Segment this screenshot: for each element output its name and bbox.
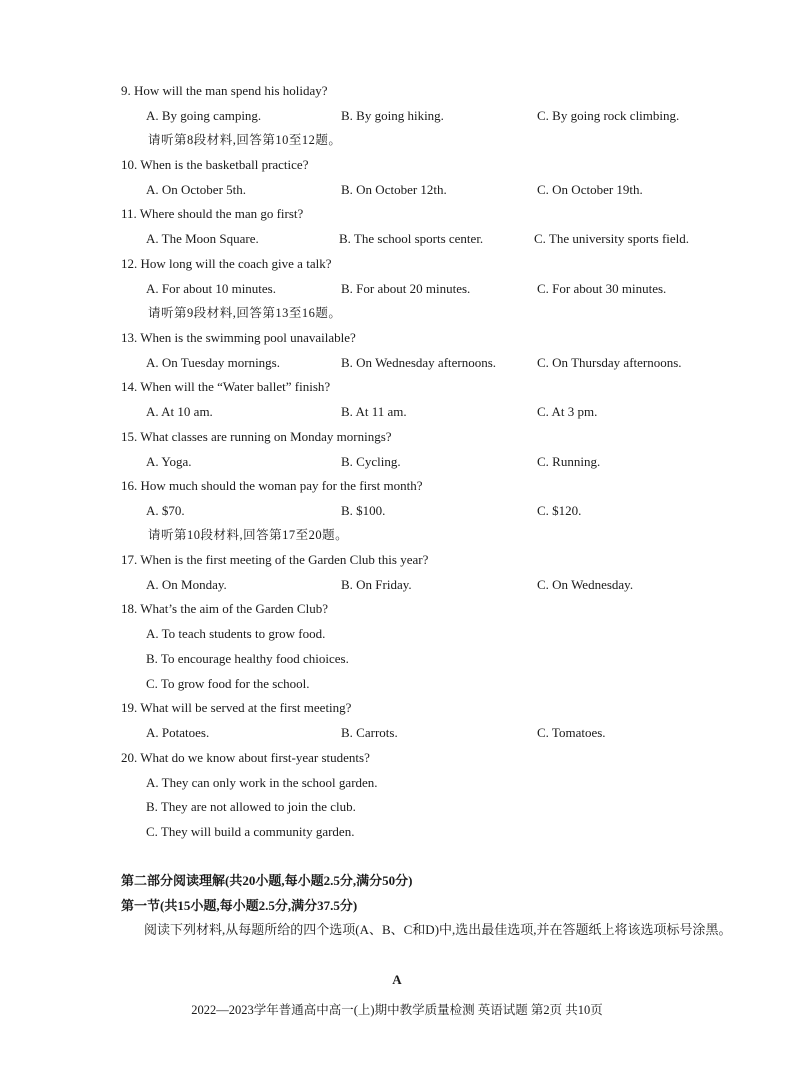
part2-title: 第二部分阅读理解(共20小题,每小题2.5分,满分50分) (121, 873, 413, 888)
instruction-material-10: 请听第10段材料,回答第17至20题。 (148, 528, 349, 542)
option-11b: B. The school sports center. (339, 231, 484, 246)
option-14a: A. At 10 am. (146, 404, 213, 419)
question-20: 20. What do we know about first-year students? (121, 750, 370, 765)
option-13b: B. On Wednesday afternoons. (341, 355, 497, 370)
option-13a: A. On Tuesday mornings. (146, 355, 280, 370)
question-19: 19. What will be served at the first meeting? (121, 700, 352, 715)
question-14: 14. When will the “Water ballet” finish? (121, 379, 331, 394)
option-13c: C. On Thursday afternoons. (537, 355, 682, 370)
option-12a: A. For about 10 minutes. (146, 281, 276, 296)
question-10: 10. When is the basketball practice? (121, 157, 309, 172)
option-18b: B. To encourage healthy food chioices. (146, 651, 349, 666)
option-11c: C. The university sports field. (534, 231, 690, 246)
option-18c: C. To grow food for the school. (146, 676, 310, 691)
option-9c: C. By going rock climbing. (537, 108, 680, 123)
question-13: 13. When is the swimming pool unavailable? (121, 330, 356, 345)
option-10b: B. On October 12th. (341, 182, 447, 197)
passage-label: A (392, 972, 402, 987)
option-20b: B. They are not allowed to join the club. (146, 799, 356, 814)
directions-paragraph: 阅读下列材料,从每题所给的四个选项(A、B、C和D)中,选出最佳选项,并在答题纸上将该选项标号涂黑。 (144, 922, 732, 937)
option-9a: A. By going camping. (146, 108, 262, 123)
option-9b: B. By going hiking. (341, 108, 444, 123)
option-10a: A. On October 5th. (146, 182, 247, 197)
question-18: 18. What’s the aim of the Garden Club? (121, 601, 328, 616)
option-11a: A. The Moon Square. (146, 231, 259, 246)
question-15: 15. What classes are running on Monday mornings? (121, 429, 392, 444)
option-17a: A. On Monday. (146, 577, 227, 592)
question-12: 12. How long will the coach give a talk? (121, 256, 332, 271)
question-16: 16. How much should the woman pay for the first month? (121, 478, 423, 493)
option-17b: B. On Friday. (341, 577, 412, 592)
option-17c: C. On Wednesday. (537, 577, 634, 592)
option-12c: C. For about 30 minutes. (537, 281, 667, 296)
question-9: 9. How will the man spend his holiday? (121, 83, 328, 98)
option-15b: B. Cycling. (341, 454, 401, 469)
question-17: 17. When is the first meeting of the Garden Club this year? (121, 552, 429, 567)
page-footer: 2022—2023学年普通高中高一(上)期中教学质量检测 英语试题 第2页 共10页 (191, 1003, 603, 1017)
option-16c: C. $120. (537, 503, 582, 518)
option-19c: C. Tomatoes. (537, 725, 606, 740)
option-20c: C. They will build a community garden. (146, 824, 355, 839)
option-16b: B. $100. (341, 503, 386, 518)
instruction-material-8: 请听第8段材料,回答第10至12题。 (148, 133, 342, 147)
option-16a: A. $70. (146, 503, 185, 518)
option-10c: C. On October 19th. (537, 182, 643, 197)
option-19b: B. Carrots. (341, 725, 398, 740)
option-14c: C. At 3 pm. (537, 404, 598, 419)
option-15a: A. Yoga. (146, 454, 192, 469)
section1-title: 第一节(共15小题,每小题2.5分,满分37.5分) (121, 898, 358, 913)
option-12b: B. For about 20 minutes. (341, 281, 471, 296)
instruction-material-9: 请听第9段材料,回答第13至16题。 (148, 306, 342, 320)
option-19a: A. Potatoes. (146, 725, 210, 740)
option-20a: A. They can only work in the school garden. (146, 775, 378, 790)
option-14b: B. At 11 am. (341, 404, 407, 419)
option-15c: C. Running. (537, 454, 601, 469)
option-18a: A. To teach students to grow food. (146, 626, 326, 641)
question-11: 11. Where should the man go first? (121, 206, 304, 221)
